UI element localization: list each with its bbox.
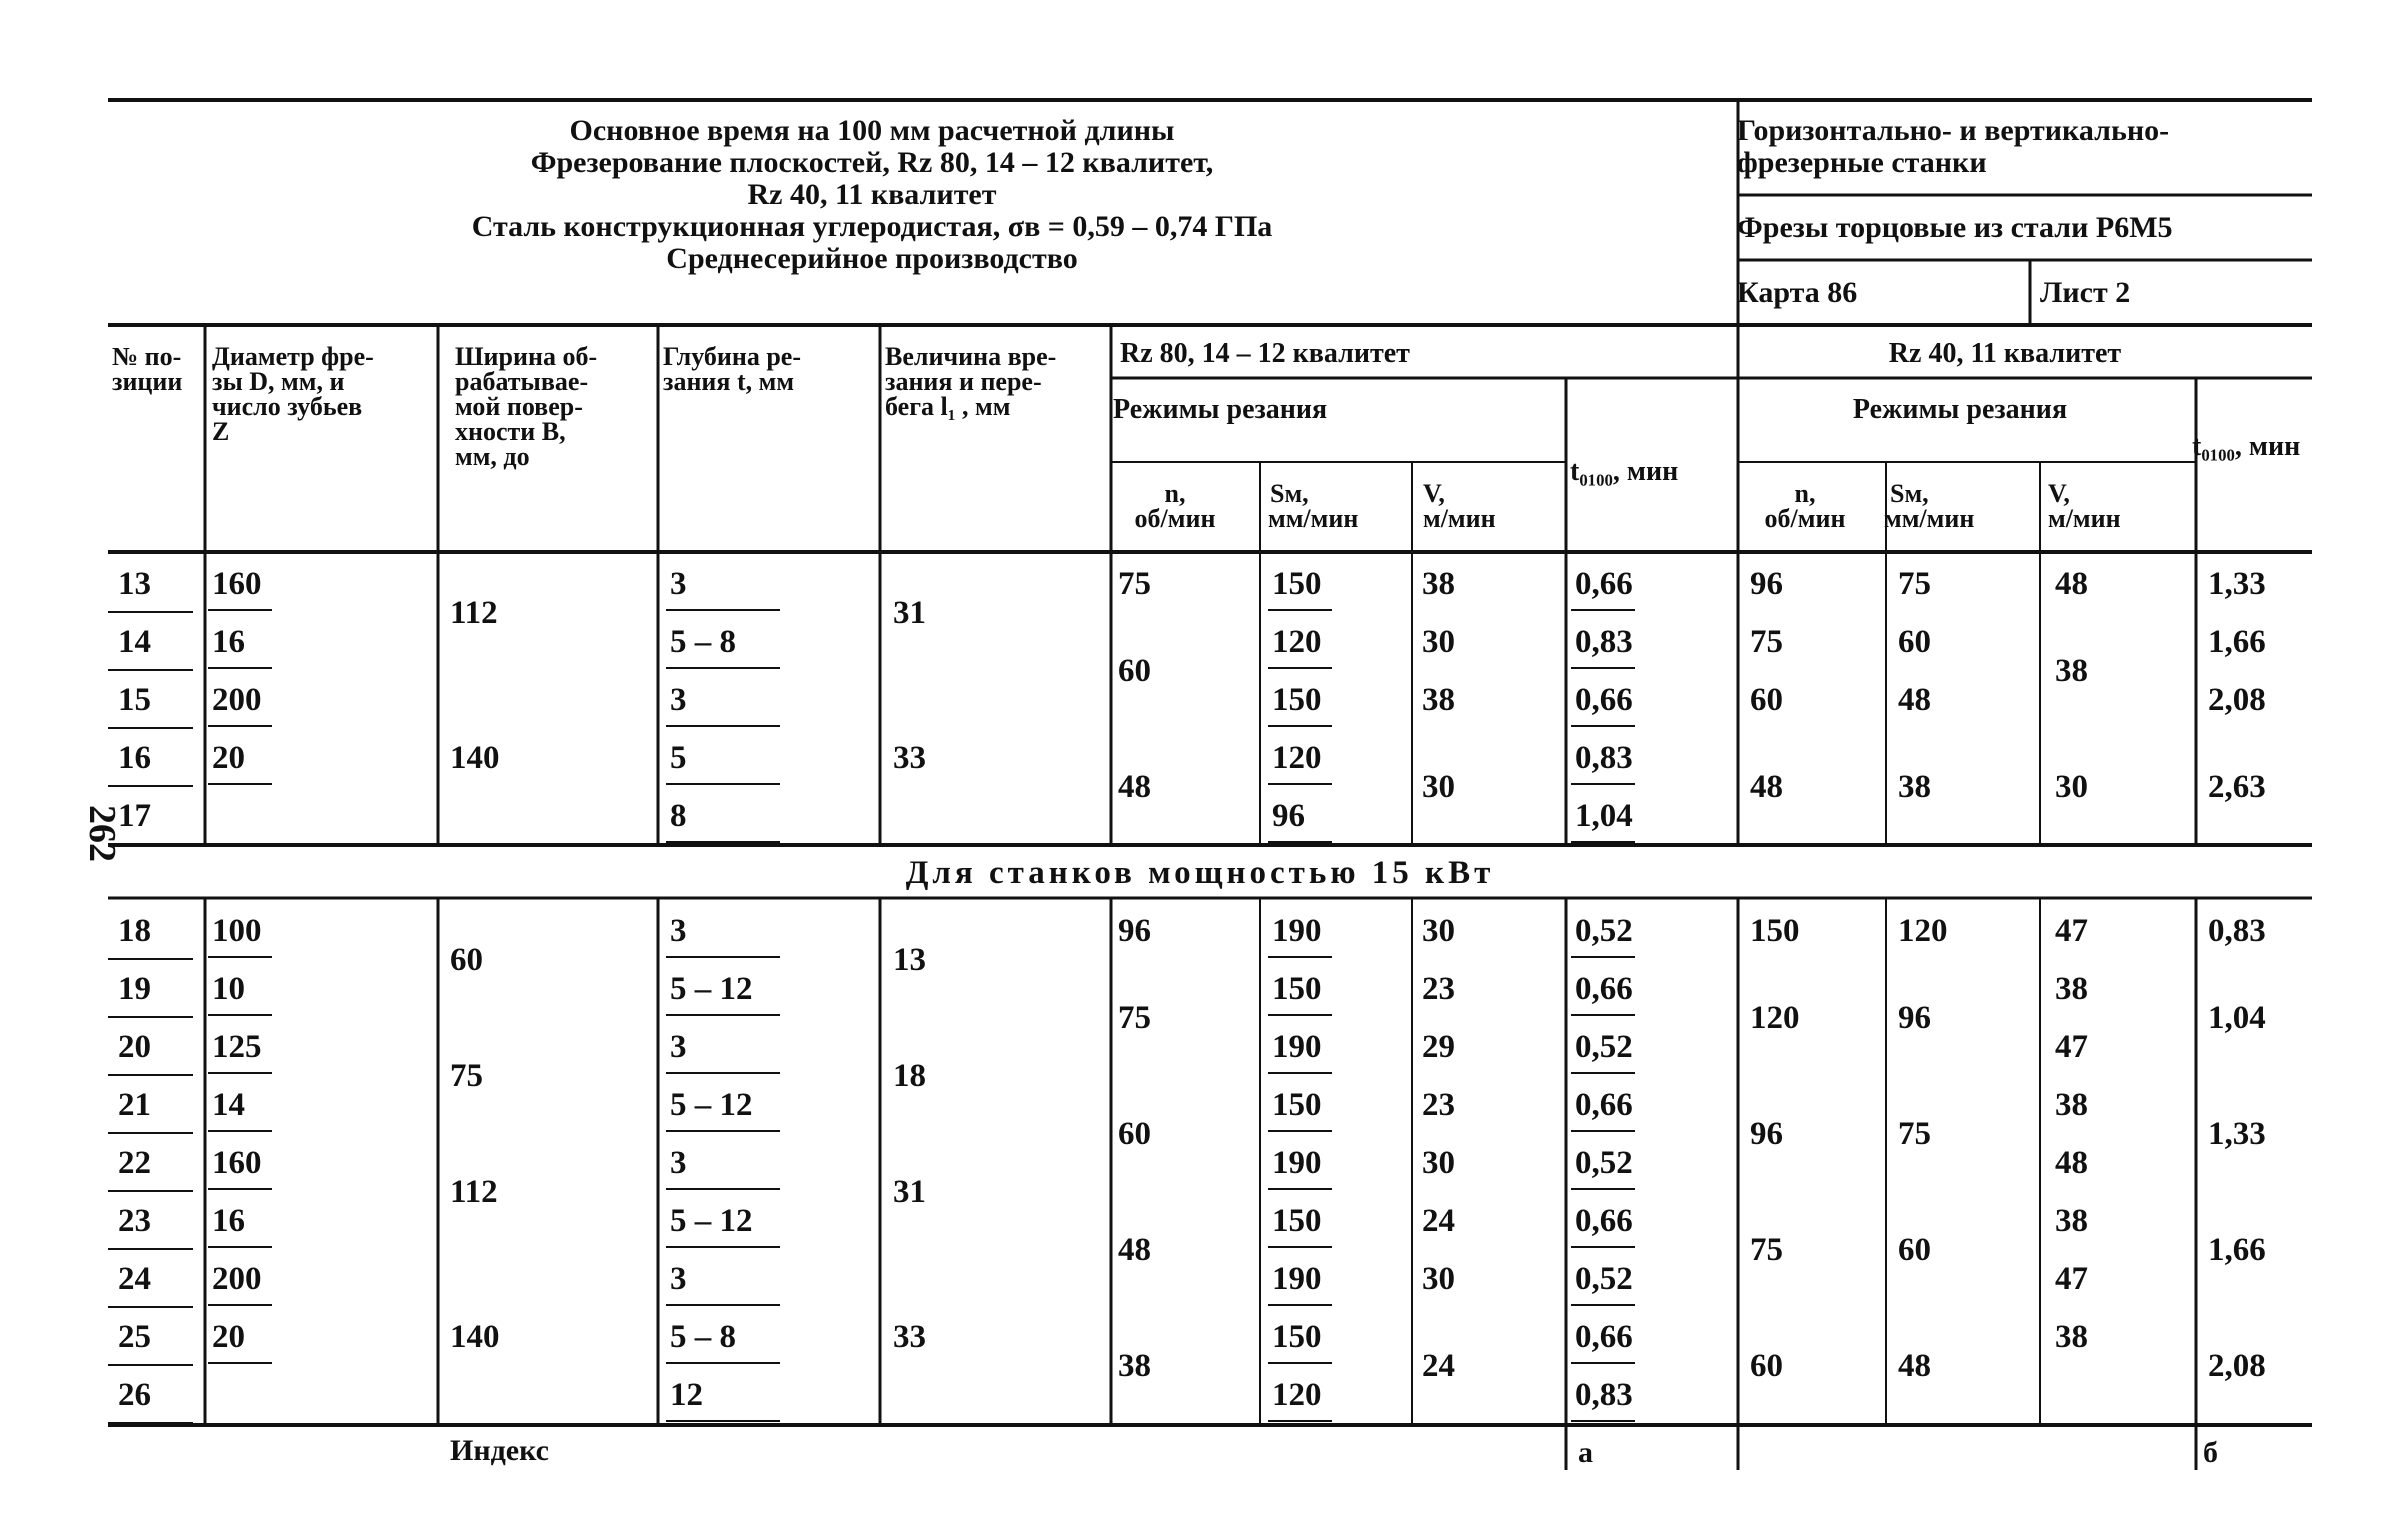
cell-d: 200 (212, 681, 262, 718)
position-number: 22 (118, 1144, 151, 1181)
cell-t: 8 (670, 797, 687, 834)
cell-va: 29 (1422, 1028, 1455, 1065)
col-depth-2: зания t, мм (663, 367, 795, 396)
group-a-label: Rz 80, 14 – 12 квалитет (1120, 338, 1410, 369)
group-b-label: Rz 40, 11 квалитет (1888, 338, 2122, 369)
cell-d: 125 (212, 1028, 262, 1065)
cell-sa: 120 (1272, 1376, 1322, 1413)
cell-sa: 150 (1272, 1202, 1322, 1239)
cell-sa: 150 (1272, 970, 1322, 1007)
cell-va: 30 (1422, 1260, 1455, 1297)
title-line-3: Rz 40, 11 квалитет (747, 178, 997, 211)
cell-l: 31 (893, 594, 926, 631)
cell-na: 38 (1118, 1347, 1151, 1384)
cell-ta: 0,52 (1575, 1260, 1633, 1297)
cell-sb: 96 (1898, 999, 1931, 1036)
cell-t: 5 (670, 739, 687, 776)
position-number: 19 (118, 970, 151, 1007)
cell-na: 96 (1118, 912, 1151, 949)
cell-nb: 96 (1750, 565, 1783, 602)
cell-ta: 0,83 (1575, 1376, 1633, 1413)
cell-w: 112 (450, 1173, 498, 1210)
title-line-4: Сталь конструкционная углеродистая, σв = 0,59 – 0,74 ГПа (471, 210, 1273, 243)
position-number: 17 (118, 797, 151, 834)
cell-va: 30 (1422, 912, 1455, 949)
cell-t: 3 (670, 681, 687, 718)
title-line-2: Фрезерование плоскостей, Rz 80, 14 – 12 квалитет, (530, 146, 1214, 179)
cell-nb: 60 (1750, 681, 1783, 718)
cell-vb: 38 (2055, 970, 2088, 1007)
cell-sa: 190 (1272, 912, 1322, 949)
title-line-1: Основное время на 100 мм расчетной длины (569, 114, 1175, 147)
sheet-label: Лист 2 (2040, 276, 2131, 309)
n-a-1: n, (1164, 479, 1186, 508)
cell-tb: 0,83 (2208, 912, 2266, 949)
cell-ta: 0,66 (1575, 1086, 1633, 1123)
cutter-label: Фрезы торцовые из стали Р6М5 (1737, 211, 2173, 244)
cell-ta: 1,04 (1575, 797, 1633, 834)
cell-d: 160 (212, 565, 262, 602)
cell-t: 5 – 8 (670, 1318, 736, 1355)
col-width-1: Ширина об- (455, 342, 598, 371)
cell-na: 48 (1118, 1231, 1151, 1268)
col-width-2: рабатывае- (455, 367, 589, 396)
cell-t: 3 (670, 1144, 687, 1181)
cell-tb: 1,66 (2208, 623, 2266, 660)
cell-va: 38 (1422, 681, 1455, 718)
cell-l: 33 (893, 739, 926, 776)
modes-a-label: Режимы резания (1113, 394, 1328, 425)
cell-d: 16 (212, 1202, 245, 1239)
cell-ta: 0,52 (1575, 912, 1633, 949)
cell-w: 60 (450, 941, 483, 978)
cell-d: 14 (212, 1086, 245, 1123)
cell-vb: 48 (2055, 565, 2088, 602)
n-b-2: об/мин (1764, 504, 1846, 533)
position-number: 13 (118, 565, 151, 602)
cell-tb: 2,08 (2208, 1347, 2266, 1384)
s-a-1: Sм, (1270, 479, 1309, 508)
page-number: 262 (81, 805, 123, 862)
cell-tb: 2,08 (2208, 681, 2266, 718)
col-over-3: бега l₁ , мм (885, 392, 1011, 421)
cell-sa: 120 (1272, 623, 1322, 660)
col-depth-1: Глубина ре- (663, 342, 801, 371)
machine-line-2: фрезерные станки (1737, 146, 1987, 179)
cell-d: 20 (212, 739, 245, 776)
index-a: а (1578, 1436, 1593, 1469)
s-b-2: мм/мин (1884, 504, 1975, 533)
cell-t: 5 – 12 (670, 1202, 753, 1239)
cell-ta: 0,66 (1575, 970, 1633, 1007)
cell-l: 31 (893, 1173, 926, 1210)
cell-va: 30 (1422, 768, 1455, 805)
v-a-1: V, (1423, 479, 1445, 508)
title-line-5: Среднесерийное производство (666, 242, 1078, 275)
cell-tb: 1,33 (2208, 1115, 2266, 1152)
cell-sa: 120 (1272, 739, 1322, 776)
cell-vb: 38 (2055, 1086, 2088, 1123)
position-number: 21 (118, 1086, 151, 1123)
cell-l: 33 (893, 1318, 926, 1355)
cell-vb: 48 (2055, 1144, 2088, 1181)
section-title: Для станков мощностью 15 кВт (905, 855, 1495, 891)
cell-va: 23 (1422, 970, 1455, 1007)
cell-na: 75 (1118, 565, 1151, 602)
col-diam-3: число зубьев (212, 392, 363, 421)
cell-t: 12 (670, 1376, 703, 1413)
cell-ta: 0,52 (1575, 1144, 1633, 1181)
position-number: 16 (118, 739, 151, 776)
cell-l: 13 (893, 941, 926, 978)
col-width-3: мой повер- (455, 392, 583, 421)
cell-d: 200 (212, 1260, 262, 1297)
col-pos-2: зиции (112, 367, 183, 396)
cell-w: 140 (450, 739, 500, 776)
position-number: 24 (118, 1260, 151, 1297)
cell-t: 3 (670, 565, 687, 602)
cell-vb: 47 (2055, 1260, 2088, 1297)
cell-sa: 150 (1272, 565, 1322, 602)
cell-d: 20 (212, 1318, 245, 1355)
cell-sb: 48 (1898, 1347, 1931, 1384)
cell-vb: 38 (2055, 652, 2088, 689)
cell-sa: 96 (1272, 797, 1305, 834)
card-label: Карта 86 (1737, 276, 1858, 309)
col-diam-4: Z (212, 417, 230, 446)
cell-sb: 60 (1898, 623, 1931, 660)
cell-tb: 1,66 (2208, 1231, 2266, 1268)
s-b-1: Sм, (1890, 479, 1929, 508)
cell-tb: 1,33 (2208, 565, 2266, 602)
cell-va: 24 (1422, 1202, 1455, 1239)
v-a-2: м/мин (1423, 504, 1496, 533)
n-a-2: об/мин (1134, 504, 1216, 533)
cell-t: 3 (670, 1028, 687, 1065)
cell-sb: 75 (1898, 1115, 1931, 1152)
cell-na: 48 (1118, 768, 1151, 805)
cell-d: 160 (212, 1144, 262, 1181)
cell-nb: 48 (1750, 768, 1783, 805)
cell-nb: 75 (1750, 623, 1783, 660)
position-number: 15 (118, 681, 151, 718)
t-a-label: t₀₁₀₀, мин (1570, 456, 1679, 487)
col-width-5: мм, до (455, 442, 530, 471)
col-diam-2: зы D, мм, и (212, 367, 345, 396)
cell-d: 10 (212, 970, 245, 1007)
position-number: 20 (118, 1028, 151, 1065)
cell-ta: 0,66 (1575, 1202, 1633, 1239)
position-number: 18 (118, 912, 151, 949)
cell-sa: 150 (1272, 1086, 1322, 1123)
cell-na: 75 (1118, 999, 1151, 1036)
cell-va: 24 (1422, 1347, 1455, 1384)
cell-nb: 120 (1750, 999, 1800, 1036)
cell-ta: 0,83 (1575, 739, 1633, 776)
cell-na: 60 (1118, 1115, 1151, 1152)
cell-ta: 0,52 (1575, 1028, 1633, 1065)
cell-w: 140 (450, 1318, 500, 1355)
cell-tb: 2,63 (2208, 768, 2266, 805)
col-pos-1: № по- (112, 342, 182, 371)
cell-t: 3 (670, 1260, 687, 1297)
cell-sa: 150 (1272, 681, 1322, 718)
cell-va: 30 (1422, 623, 1455, 660)
s-a-2: мм/мин (1268, 504, 1359, 533)
cell-vb: 30 (2055, 768, 2088, 805)
cell-t: 5 – 8 (670, 623, 736, 660)
machine-line-1: Горизонтально- и вертикально- (1737, 114, 2170, 147)
position-number: 23 (118, 1202, 151, 1239)
col-diam-1: Диаметр фре- (212, 342, 374, 371)
v-b-2: м/мин (2048, 504, 2121, 533)
cell-vb: 38 (2055, 1318, 2088, 1355)
index-label: Индекс (450, 1434, 549, 1467)
cell-w: 75 (450, 1057, 483, 1094)
n-b-1: n, (1794, 479, 1816, 508)
cell-ta: 0,66 (1575, 565, 1633, 602)
cell-ta: 0,66 (1575, 681, 1633, 718)
cell-t: 5 – 12 (670, 1086, 753, 1123)
cell-tb: 1,04 (2208, 999, 2266, 1036)
cell-sb: 60 (1898, 1231, 1931, 1268)
cell-va: 38 (1422, 565, 1455, 602)
position-number: 14 (118, 623, 151, 660)
cell-t: 3 (670, 912, 687, 949)
cell-ta: 0,66 (1575, 1318, 1633, 1355)
cell-nb: 75 (1750, 1231, 1783, 1268)
position-number: 25 (118, 1318, 151, 1355)
cell-w: 112 (450, 594, 498, 631)
cell-sa: 190 (1272, 1028, 1322, 1065)
cell-ta: 0,83 (1575, 623, 1633, 660)
cell-t: 5 – 12 (670, 970, 753, 1007)
cell-sb: 75 (1898, 565, 1931, 602)
cell-sb: 38 (1898, 768, 1931, 805)
cell-l: 18 (893, 1057, 926, 1094)
cell-na: 60 (1118, 652, 1151, 689)
position-number: 26 (118, 1376, 151, 1413)
cell-sa: 190 (1272, 1260, 1322, 1297)
cell-sb: 120 (1898, 912, 1948, 949)
cell-va: 23 (1422, 1086, 1455, 1123)
v-b-1: V, (2048, 479, 2070, 508)
cell-nb: 96 (1750, 1115, 1783, 1152)
t-b-label: t₀₁₀₀, мин (2192, 431, 2301, 462)
cell-d: 16 (212, 623, 245, 660)
cell-d: 100 (212, 912, 262, 949)
cell-nb: 60 (1750, 1347, 1783, 1384)
index-b: б (2203, 1436, 2218, 1469)
cell-sa: 150 (1272, 1318, 1322, 1355)
cell-vb: 38 (2055, 1202, 2088, 1239)
cell-nb: 150 (1750, 912, 1800, 949)
cell-sa: 190 (1272, 1144, 1322, 1181)
col-over-1: Величина вре- (885, 342, 1057, 371)
cell-sb: 48 (1898, 681, 1931, 718)
cell-vb: 47 (2055, 1028, 2088, 1065)
col-over-2: зания и пере- (885, 367, 1042, 396)
cell-vb: 47 (2055, 912, 2088, 949)
cell-va: 30 (1422, 1144, 1455, 1181)
col-width-4: хности В, (455, 417, 566, 446)
modes-b-label: Режимы резания (1852, 394, 2068, 425)
